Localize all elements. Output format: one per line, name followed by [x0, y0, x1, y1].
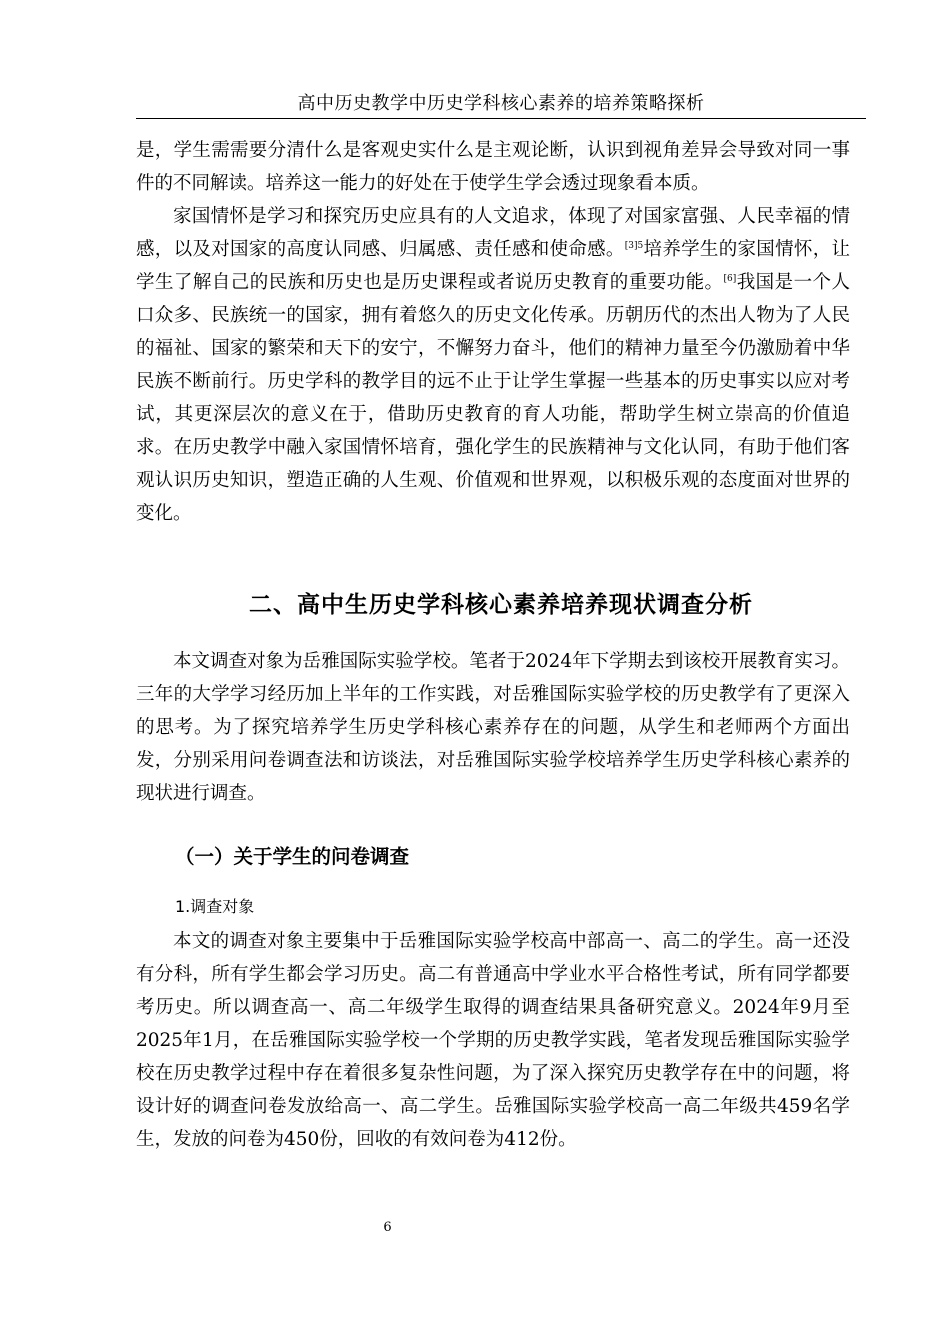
paragraph-continuation — [136, 134, 850, 200]
subsection-heading: （一）关于学生的问卷调查 — [175, 845, 410, 868]
paragraph-survey-intro — [136, 645, 850, 810]
page-number: 6 — [383, 1220, 392, 1235]
citation-marker: [3]5 — [624, 241, 644, 251]
paragraph-text: 家国情怀是学习和探究历史应具有的人文追求，体现了对国家富强、人民幸福的情感，以及对国家的高度认同感、归属感、责任感和使命感。 — [136, 206, 850, 260]
item-heading: 1.调查对象 — [175, 897, 255, 916]
section-heading: 二、高中生历史学科核心素养培养现状调查分析 — [249, 592, 753, 618]
citation-marker: [6] — [723, 274, 737, 284]
paragraph-survey-subjects — [136, 925, 850, 1156]
paragraph-text: 培养学生的家国情怀，让学生了解自己的民族和历史也是历史课程或者说历史教育的重要功能。 — [136, 239, 850, 293]
paragraph-text: 是，学生需需要分清什么是客观史实什么是主观论断，认识到视角差异会导致对同一事件的不同解读。培养这一能力的好处在于使学生学会透过现象看本质。 — [136, 140, 850, 194]
running-header: 高中历史教学中历史学科核心素养的培养策略探析 — [297, 93, 705, 114]
paragraph-patriotism — [136, 200, 850, 530]
paragraph-text: 本文调查对象为岳雅国际实验学校。笔者于2024年下学期去到该校开展教育实习。三年的大学学习经历加上半年的工作实践，对岳雅国际实验学校的历史教学有了更深入的思考。为了探究培养学生历史学科核心素养存在的问题，从学生和老师两个方面出发，分别采用问卷调查法和访谈法，对岳雅国际实验学校培养学生历史学科核心素养的现状进行调查。 — [136, 651, 850, 804]
paragraph-text: 本文的调查对象主要集中于岳雅国际实验学校高中部高一、高二的学生。高一还没有分科，所有学生都会学习历史。高二有普通高中学业水平合格性考试，所有同学都要考历史。所以调查高一、高二年级学生取得的调查结果具备研究意义。2024年9月至2025年1月，在岳雅国际实验学校一个学期的历史教学实践，笔者发现岳雅国际实验学校在历史教学过程中存在着很多复杂性问题，为了深入探究历史教学存在中的问题，将设计好的调查问卷发放给高一、高二学生。岳雅国际实验学校高一高二年级共459名学生，发放的问卷为450份，回收的有效问卷为412份。 — [136, 931, 850, 1150]
paragraph-text: 我国是一个人口众多、民族统一的国家，拥有着悠久的历史文化传承。历朝历代的杰出人物为了人民的福祉、国家的繁荣和天下的安宁，不懈努力奋斗，他们的精神力量至今仍激励着中华民族不断前行。历史学科的教学目的远不止于让学生掌握一些基本的历史事实以应对考试，其更深层次的意义在于，借助历史教育的育人功能，帮助学生树立崇高的价值追求。在历史教学中融入家国情怀培育，强化学生的民族精神与文化认同，有助于他们客观认识历史知识，塑造正确的人生观、价值观和世界观，以积极乐观的态度面对世界的变化。 — [136, 272, 850, 524]
header-rule — [136, 118, 866, 119]
